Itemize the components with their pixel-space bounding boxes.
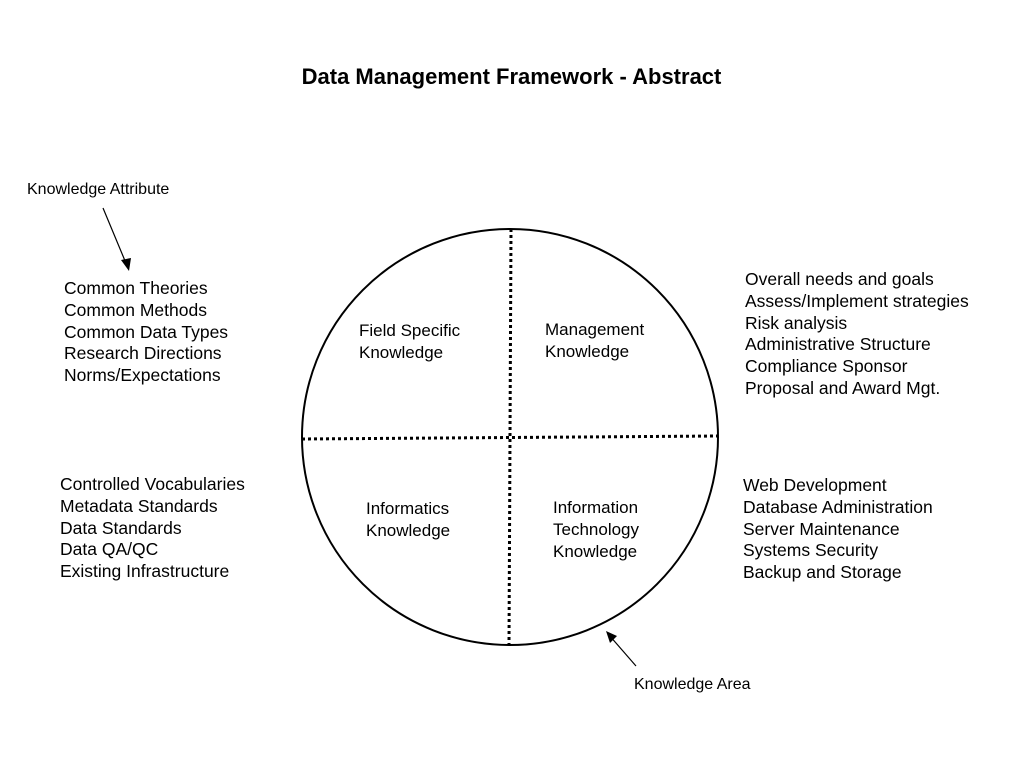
list-item: Norms/Expectations	[64, 365, 221, 386]
quadrant-line: Technology	[553, 520, 640, 539]
list-item: Systems Security	[743, 540, 879, 561]
list-item: Common Theories	[64, 278, 208, 298]
quadrant-line: Knowledge	[366, 521, 451, 540]
quadrant-line: Knowledge	[553, 542, 638, 561]
list-item: Administrative Structure	[745, 334, 931, 355]
page-title: Data Management Framework - Abstract	[301, 64, 722, 89]
list-management-attributes	[745, 269, 969, 400]
knowledge-attribute-label: Knowledge Attribute	[27, 181, 170, 198]
list-item: Common Data Types	[64, 321, 229, 342]
list-item: Overall needs and goals	[745, 269, 934, 289]
list-item: Web Development	[743, 475, 887, 495]
list-item: Proposal and Award Mgt.	[745, 377, 941, 398]
quadrant-line: Informatics	[366, 499, 450, 518]
quadrant-informatics	[366, 498, 450, 542]
list-item: Risk analysis	[745, 312, 848, 333]
list-item: Common Methods	[64, 299, 207, 320]
list-item: Existing Infrastructure	[60, 561, 230, 582]
list-item: Research Directions	[64, 343, 222, 364]
list-field-specific-attributes	[64, 278, 228, 387]
quadrant-line: Knowledge	[359, 343, 444, 362]
list-item: Assess/Implement strategies	[745, 290, 969, 311]
knowledge-attribute-arrow	[103, 208, 131, 271]
quadrant-field-specific	[359, 320, 460, 364]
list-informatics-attributes	[60, 474, 245, 583]
list-item: Data Standards	[60, 517, 182, 538]
list-item: Controlled Vocabularies	[60, 474, 245, 494]
list-it-attributes	[743, 475, 933, 584]
quadrant-management	[545, 319, 644, 363]
quadrant-line: Knowledge	[545, 342, 630, 361]
list-item: Data QA/QC	[60, 539, 159, 560]
knowledge-area-label: Knowledge Area	[634, 676, 751, 693]
list-item: Backup and Storage	[743, 562, 902, 583]
quadrant-information-technology	[553, 497, 639, 563]
quadrant-line: Field Specific	[359, 321, 461, 340]
quadrant-line: Information	[553, 498, 639, 517]
knowledge-area-arrow	[606, 631, 636, 666]
list-item: Compliance Sponsor	[745, 356, 908, 377]
list-item: Server Maintenance	[743, 518, 900, 539]
vertical-divider	[509, 229, 511, 645]
list-item: Metadata Standards	[60, 495, 218, 516]
list-item: Database Administration	[743, 496, 933, 517]
horizontal-divider	[302, 436, 718, 439]
quadrant-line: Management	[545, 320, 645, 339]
